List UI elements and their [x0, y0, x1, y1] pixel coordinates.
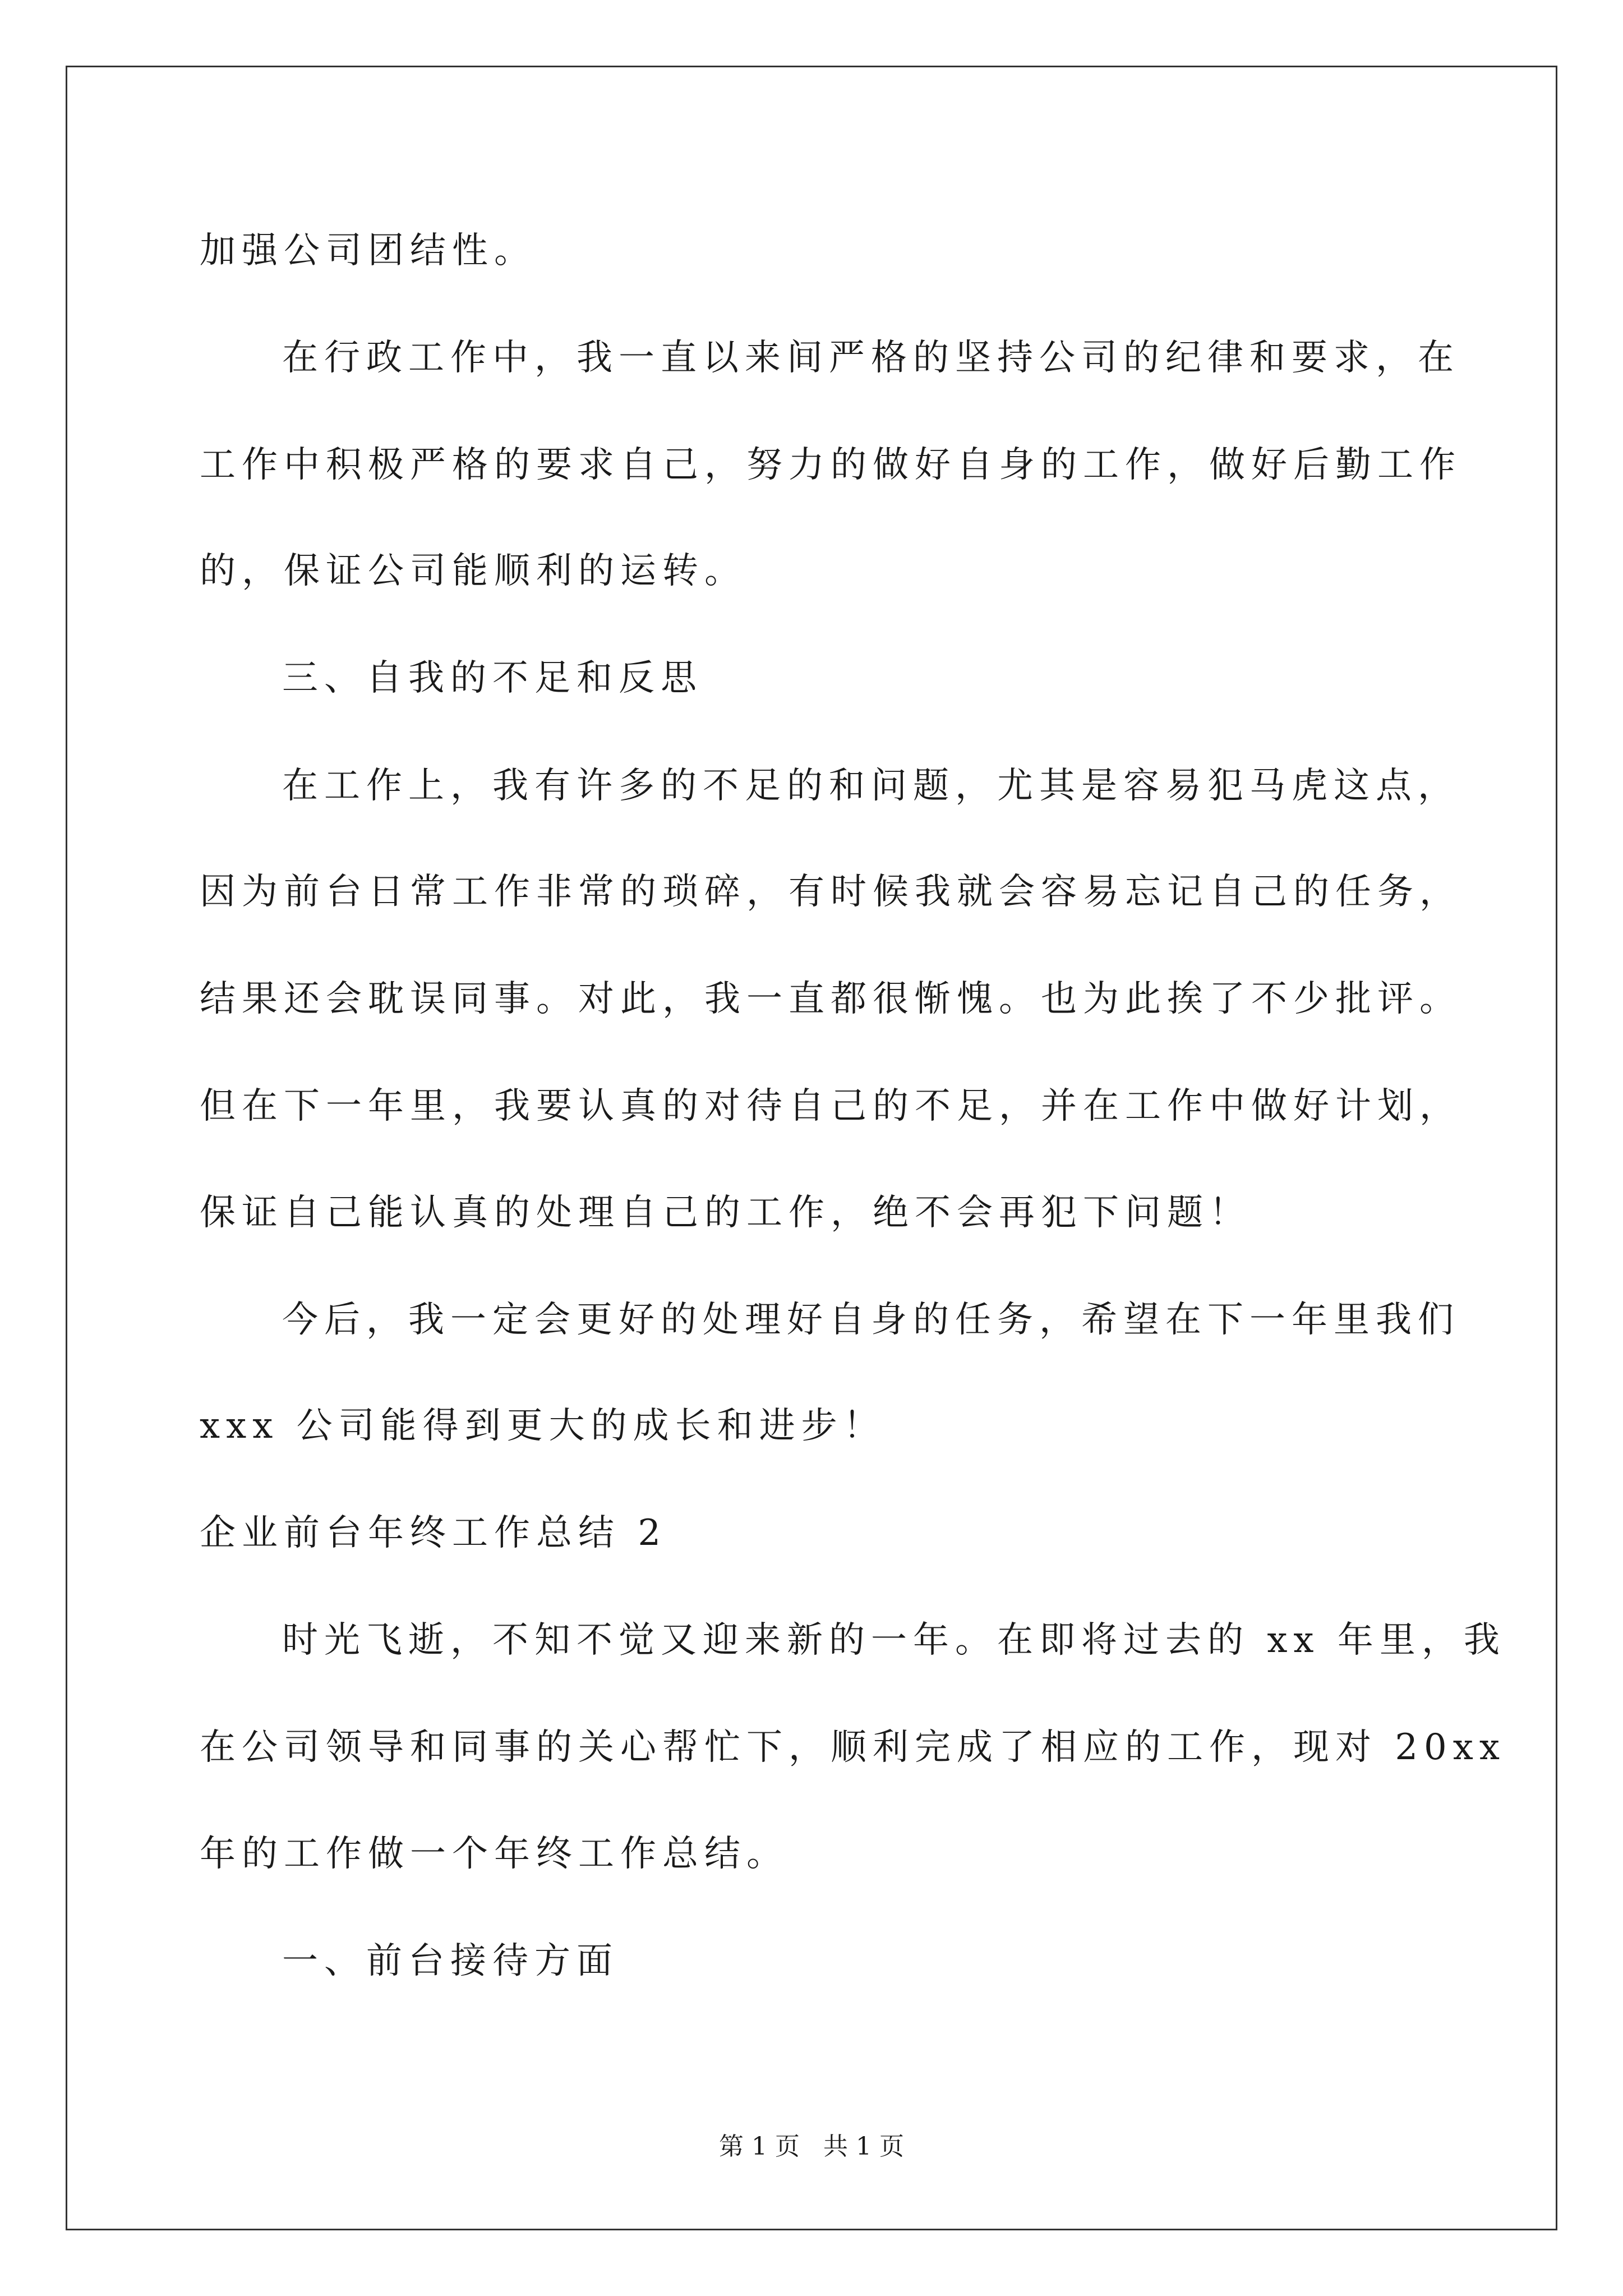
- text-line: 年的工作做一个年终工作总结。: [200, 1833, 789, 1875]
- page-number-footer: 第 1 页 共 1 页: [719, 2132, 904, 2161]
- text-line: 在工作上，我有许多的不足的和问题，尤其是容易犯马虎这点，: [282, 765, 1460, 807]
- text-line: 在公司领导和同事的关心帮忙下，顺利完成了相应的工作，现对 20xx: [200, 1727, 1506, 1768]
- section-heading: 三、自我的不足和反思: [282, 657, 703, 699]
- text-line: 在行政工作中，我一直以来间严格的坚持公司的纪律和要求，在: [282, 337, 1460, 379]
- text-line: 工作中积极严格的要求自己，努力的做好自身的工作，做好后勤工作: [200, 444, 1461, 486]
- text-line: 结果还会耽误同事。对此，我一直都很惭愧。也为此挨了不少批评。: [200, 978, 1461, 1020]
- text-line: 但在下一年里，我要认真的对待自己的不足，并在工作中做好计划，: [200, 1085, 1461, 1127]
- text-line: 时光飞逝，不知不觉又迎来新的一年。在即将过去的 xx 年里，我: [282, 1619, 1506, 1661]
- document-title: 企业前台年终工作总结 2: [200, 1512, 667, 1554]
- text-line: 加强公司团结性。: [200, 230, 536, 272]
- section-heading: 一、前台接待方面: [282, 1940, 619, 1982]
- text-line: 今后，我一定会更好的处理好自身的任务，希望在下一年里我们: [282, 1299, 1460, 1341]
- text-line: 的，保证公司能顺利的运转。: [200, 550, 746, 592]
- text-line: 因为前台日常工作非常的琐碎，有时候我就会容易忘记自己的任务，: [200, 871, 1461, 913]
- page-border: [66, 66, 1557, 2230]
- text-line: xxx 公司能得到更大的成长和进步！: [200, 1405, 886, 1447]
- text-line: 保证自己能认真的处理自己的工作，绝不会再犯下问题！: [200, 1192, 1251, 1234]
